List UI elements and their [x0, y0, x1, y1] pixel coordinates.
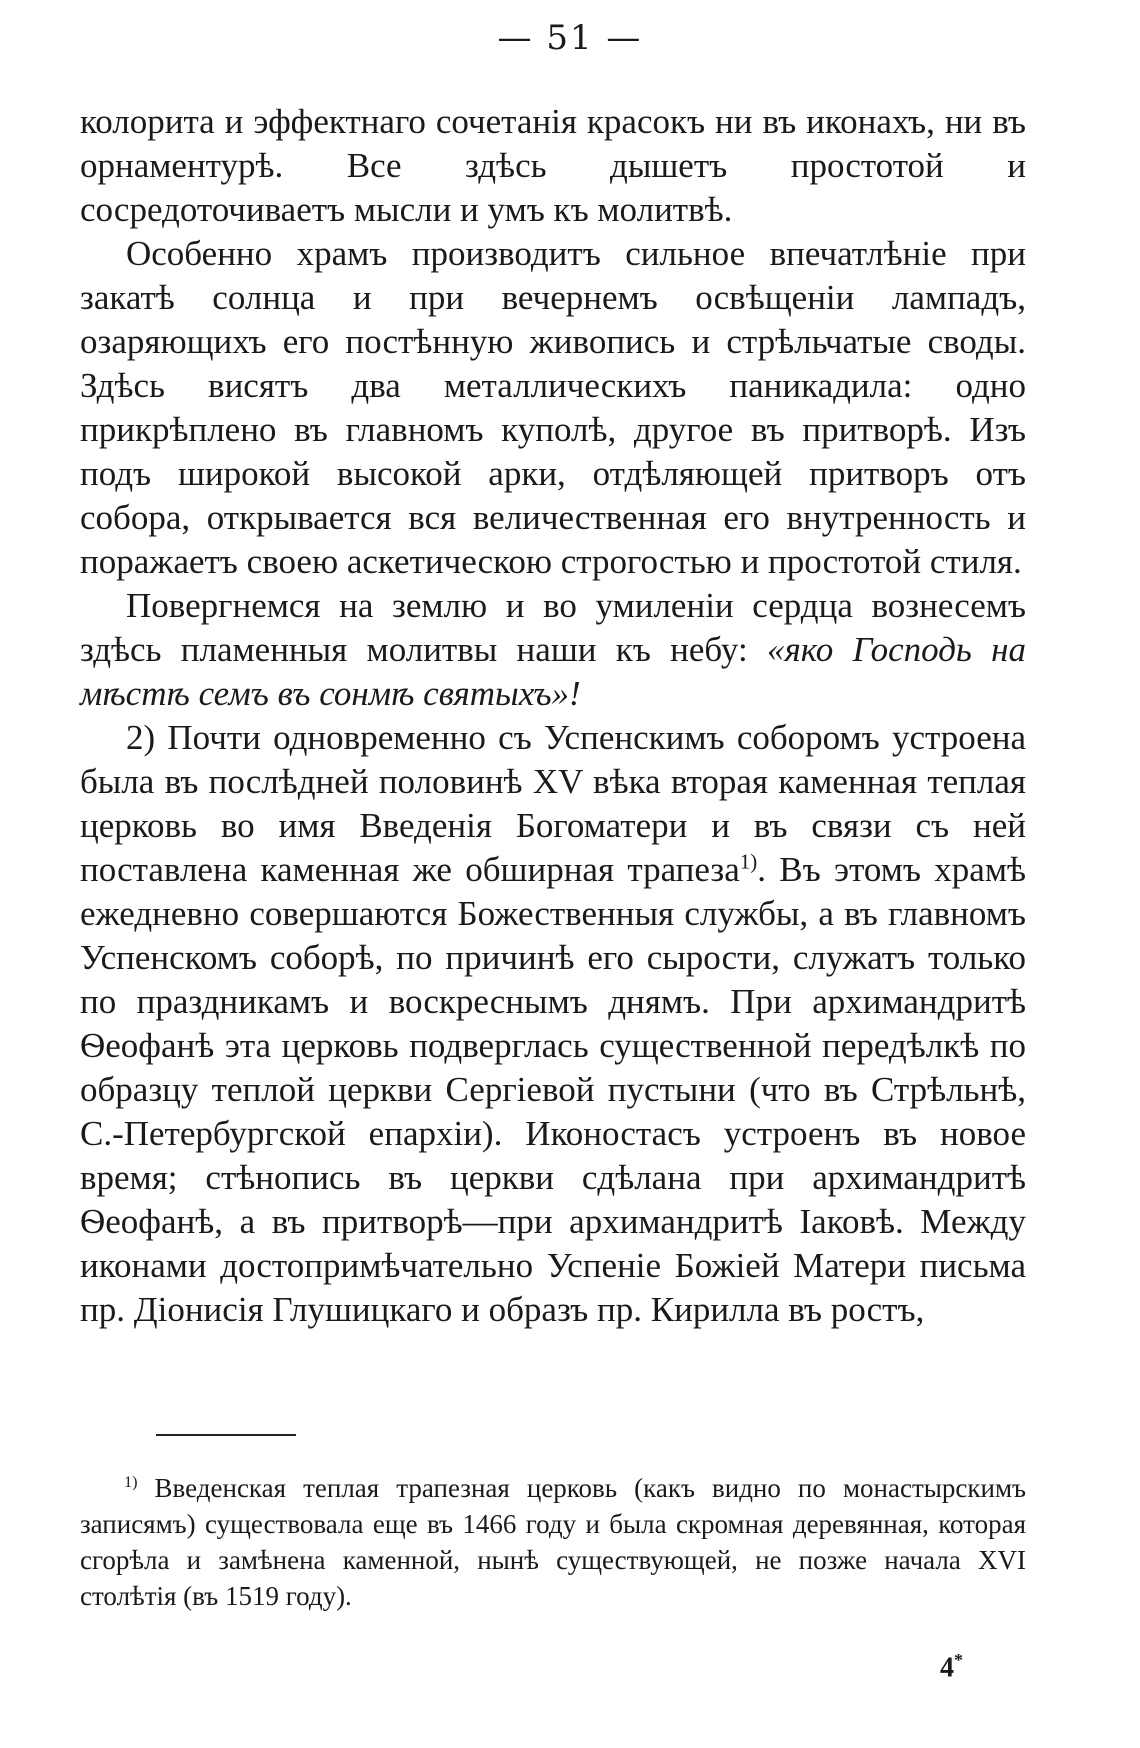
signature-mark — [940, 1650, 963, 1684]
footnote-marker: 1) — [124, 1473, 138, 1491]
paragraph-1: колорита и эффектнаго сочетанія красокъ ни въ иконахъ, ни въ орнаментурѣ. Все здѣсь дышетъ простотой и сосредоточиваетъ мысли и умъ къ молитвѣ. — [80, 102, 1026, 229]
main-text — [80, 100, 1026, 1332]
paragraph-4-number: 2) — [126, 718, 156, 757]
page-number: — 51 — — [497, 18, 643, 58]
signature-asterisk: * — [954, 1650, 963, 1670]
paragraph-4-text-b: . Въ этомъ храмѣ ежедневно совершаются Божественныя службы, а въ главномъ Успенскомъ соборѣ, по причинѣ его сырости, служатъ только по праздникамъ и воскреснымъ днямъ. При архимандритѣ Ѳеофанѣ эта церковь подверглась существенной передѣлкѣ по образцу теплой церкви Сергіевой пустыни (что въ Стрѣльнѣ, С.-Петербургской епархіи). Иконостасъ устроенъ въ новое время; стѣнопись въ церкви сдѣлана при архимандритѣ Ѳеофанѣ, а въ притворѣ—при архимандритѣ Іаковѣ. Между иконами достопримѣчательно Успеніе Божіей Матери письма пр. Діонисія Глушицкаго и образъ пр. Кирилла въ ростъ, — [80, 850, 1026, 1329]
signature-label: 4 — [940, 1652, 954, 1684]
paragraph-4 — [80, 716, 1026, 1332]
footnote — [80, 1470, 1026, 1614]
footnote-reference: 1) — [739, 849, 758, 874]
paragraph-4-text-a: Почти одновременно съ Успенскимъ соборомъ устроена была въ послѣдней половинѣ XV вѣка вторая каменная теплая церковь во имя Введенія Богоматери и въ связи съ ней поставлена каменная же обширная трапеза — [80, 718, 1026, 889]
paragraph-2: Особенно храмъ производитъ сильное впечатлѣніе при закатѣ солнца и при вечернемъ освѣщеніи лампадъ, озаряющихъ его постѣнную живопись и стрѣльчатые своды. Здѣсь висятъ два металлическихъ паникадила: одно прикрѣплено въ главномъ куполѣ, другое въ притворѣ. Изъ подъ широкой высокой арки, отдѣляющей притворъ отъ собора, открывается вся величественная его внутренность и поражаетъ своею аскетическою строгостью и простотой стиля. — [80, 234, 1026, 581]
footnote-divider — [156, 1434, 296, 1436]
footnote-text: Введенская теплая трапезная церковь (какъ видно по монастырскимъ записямъ) существовала еще въ 1466 году и была скромная деревянная, которая сгорѣла и замѣнена каменной, нынѣ существующей, не позже начала XVI столѣтія (въ 1519 году). — [80, 1473, 1026, 1611]
paragraph-3 — [80, 584, 1026, 716]
paragraph-3-text: Повергнемся на землю и во умиленіи сердца вознесемъ здѣсь пламенныя молитвы наши къ небу: — [80, 586, 1026, 669]
paragraph-3-quote: «яко Господь на мѣстѣ семъ въ сонмѣ святыхъ»! — [80, 630, 1026, 713]
